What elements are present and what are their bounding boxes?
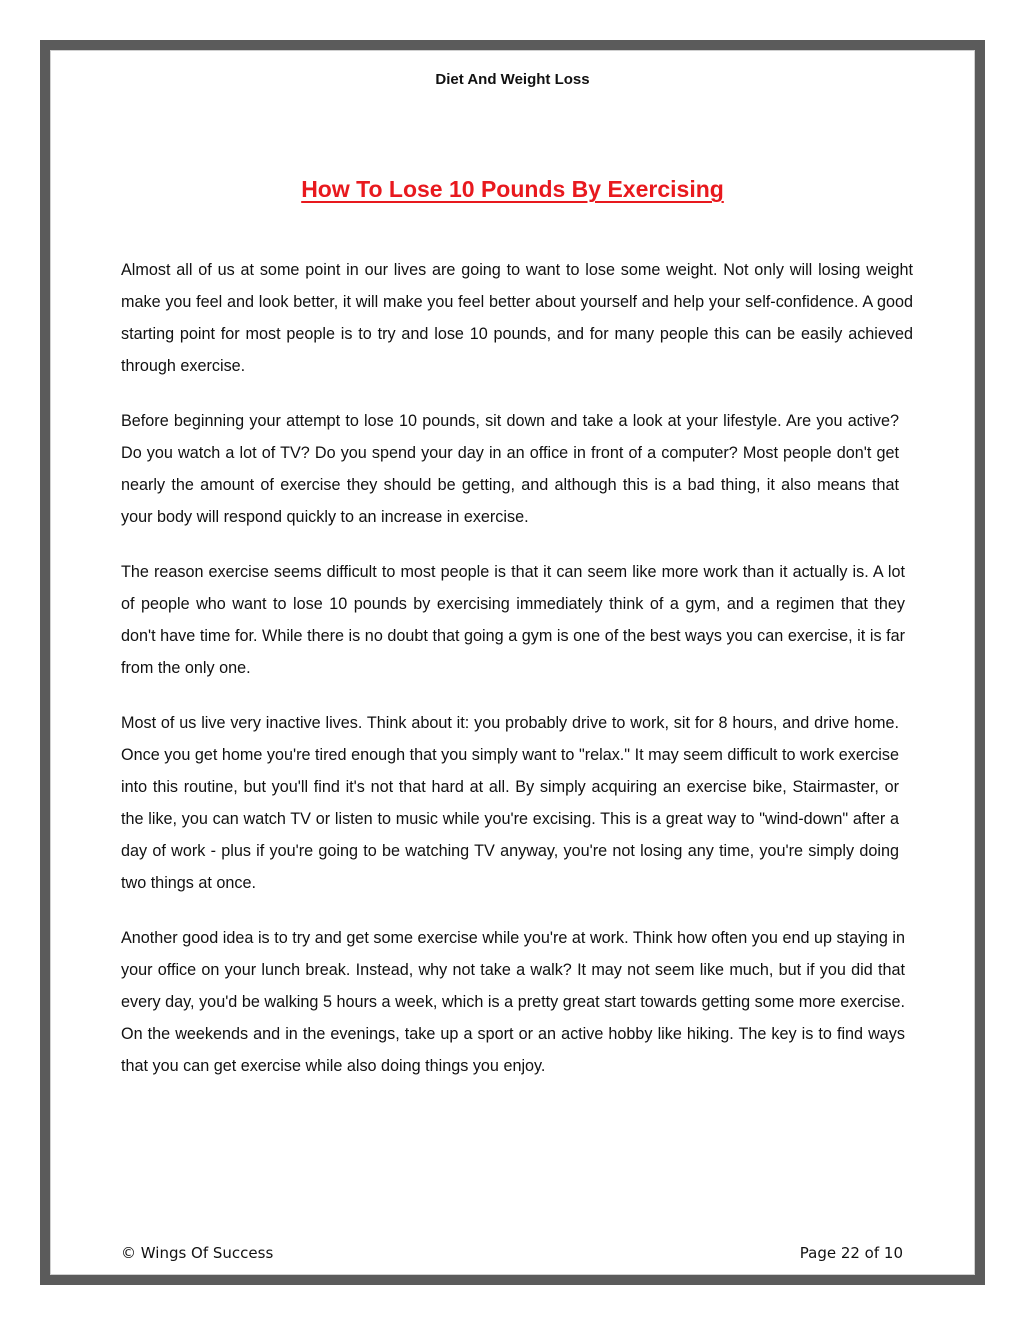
page-content	[50, 50, 975, 1275]
paragraph-3: The reason exercise seems difficult to most people is that it can seem like more work than it actually is. A lot of people who want to lose 10 pounds by exercising immediately think of a gym, and a regimen that they don't have time for. While there is no doubt that going a gym is one of the best ways you can exercise, it is far from the only one.	[121, 563, 905, 677]
article-title: How To Lose 10 Pounds By Exercising	[301, 176, 724, 202]
copyright-text: © Wings Of Success	[121, 1244, 274, 1262]
page-number: Page 22 of 10	[799, 1244, 903, 1262]
paragraph-1: Almost all of us at some point in our lives are going to want to lose some weight. Not only will losing weight make you feel and look better, it will make you feel better about yourself and help your self-confidence. A good starting point for most people is to try and lose 10 pounds, and for many people this can be easily achieved through exercise.	[121, 261, 913, 375]
paragraph-5: Another good idea is to try and get some exercise while you're at work. Think how often you end up staying in your office on your lunch break. Instead, why not take a walk? It may not seem like much, but if you did that every day, you'd be walking 5 hours a week, which is a pretty great start towards getting some more exercise. On the weekends and in the evenings, take up a sport or an active hobby like hiking. The key is to find ways that you can get exercise while also doing things you enjoy.	[121, 929, 905, 1075]
paragraph-4: Most of us live very inactive lives. Think about it: you probably drive to work, sit for 8 hours, and drive home. Once you get home you're tired enough that you simply want to "relax." It may seem difficult to work exercise into this routine, but you'll find it's not that hard at all. By simply acquiring an exercise bike, Stairmaster, or the like, you can watch TV or listen to music while you're excising. This is a great way to "wind-down" after a day of work - plus if you're going to be watching TV anyway, you're not losing any time, you're simply doing two things at once.	[121, 714, 899, 892]
paragraph-2: Before beginning your attempt to lose 10 pounds, sit down and take a look at your lifestyle. Are you active? Do you watch a lot of TV? Do you spend your day in an office in front of a computer? Most people don't get nearly the amount of exercise they should be getting, and although this is a bad thing, it also means that your body will respond quickly to an increase in exercise.	[121, 412, 899, 526]
page-frame	[40, 40, 985, 1285]
running-header: Diet And Weight Loss	[435, 71, 590, 88]
article-body	[121, 254, 913, 1105]
